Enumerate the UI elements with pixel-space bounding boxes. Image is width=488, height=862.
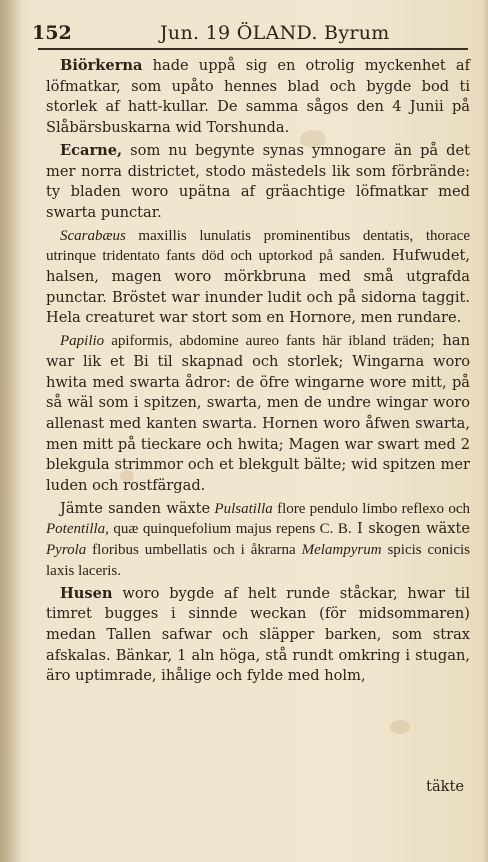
text-run: Biörkerna bbox=[60, 57, 143, 74]
text-run: maxillis lunulatis prominentibus dentatis, thorace utrinque tridentato fants död och uptorkod på sanden. bbox=[46, 227, 470, 265]
text-run: quæ quinquefolium majus repens C. B. bbox=[108, 521, 352, 538]
paragraph bbox=[46, 226, 470, 330]
text-run: Pulsatilla bbox=[210, 500, 273, 517]
text-run: flore pendulo limbo reflexo och bbox=[272, 500, 471, 517]
text-run: Pyrola bbox=[46, 542, 87, 559]
paragraph bbox=[46, 584, 470, 688]
paragraph bbox=[46, 499, 470, 582]
text-run: Husen bbox=[60, 584, 113, 602]
catchword: täkte bbox=[426, 778, 464, 795]
page-edge bbox=[482, 0, 488, 862]
text-run: apiformis, abdomine aureo fants här ibland träden; bbox=[104, 333, 435, 350]
text-run: Papilio bbox=[60, 333, 105, 350]
text-run: som nu begynte synas ymnogare än på det mer norra districtet, stodo mästedels lik som förbrände: ty bladen woro upätna af gräachtige löfmatkar med swarta punctar. bbox=[46, 141, 470, 221]
text-run: Hufwudet, halsen, magen woro mörkbruna med små utgrafda punctar. Bröstet war inunder ludit och på sidorna taggit. Hela creaturet war stort som en Hornore, men rundare. bbox=[46, 247, 470, 327]
paragraph bbox=[46, 56, 470, 139]
text-run: floribus umbellatis och i åkrarna bbox=[86, 542, 296, 559]
text-run: spicis conicis laxis laceris. bbox=[46, 542, 470, 579]
spine-shadow bbox=[0, 0, 22, 862]
text-run: Melampyrum bbox=[295, 542, 382, 559]
paragraph bbox=[46, 141, 470, 224]
page-header bbox=[32, 22, 462, 46]
header-rule bbox=[38, 48, 468, 50]
foxing-spot bbox=[390, 720, 410, 734]
text-run: Jämte sanden wäxte bbox=[60, 499, 211, 517]
text-run: han war lik et Bi til skapnad och storlek; Wingarna woro hwita med swarta ådror: de öfre wingarne wore mitt, på så wäl som i spitzen, swarta, men de undre wingar woro allenast med kanten swarta. Hornen woro åfwen swarta, men mitt på tieckare och hwita; Magen war swart med 2 blekgula strimmor och et blekgult bälte; wid spitzen mer luden och rostfärgad. bbox=[46, 332, 471, 495]
text-run: hade uppå sig en otrolig myckenhet af löfmatkar, som upåto hennes blad och bygde bod ti storlek af hatt-kullar. De samma sågos den 4 Junii på Slåbärsbuskarna wid Torshunda. bbox=[46, 57, 470, 137]
paragraph bbox=[46, 331, 470, 497]
body-text bbox=[46, 56, 470, 689]
page-number: 152 bbox=[32, 22, 72, 44]
text-run: Potentilla, bbox=[46, 521, 109, 538]
text-run: Scarabæus bbox=[60, 227, 126, 244]
text-run: I skogen wäxte bbox=[351, 520, 470, 538]
text-run: Ecarne, bbox=[60, 141, 123, 159]
text-run: woro bygde af helt runde ståckar, hwar til timret bugges i sinnde weckan (för midsommaren) medan Tallen safwar och släpper barken, som strax afskalas. Bänkar, 1 aln höga, stå rundt omkring i stugan, äro uptimrade, ihålige och fylde med holm, bbox=[46, 584, 470, 685]
running-head: Jun. 19 ÖLAND. Byrum bbox=[160, 22, 390, 44]
